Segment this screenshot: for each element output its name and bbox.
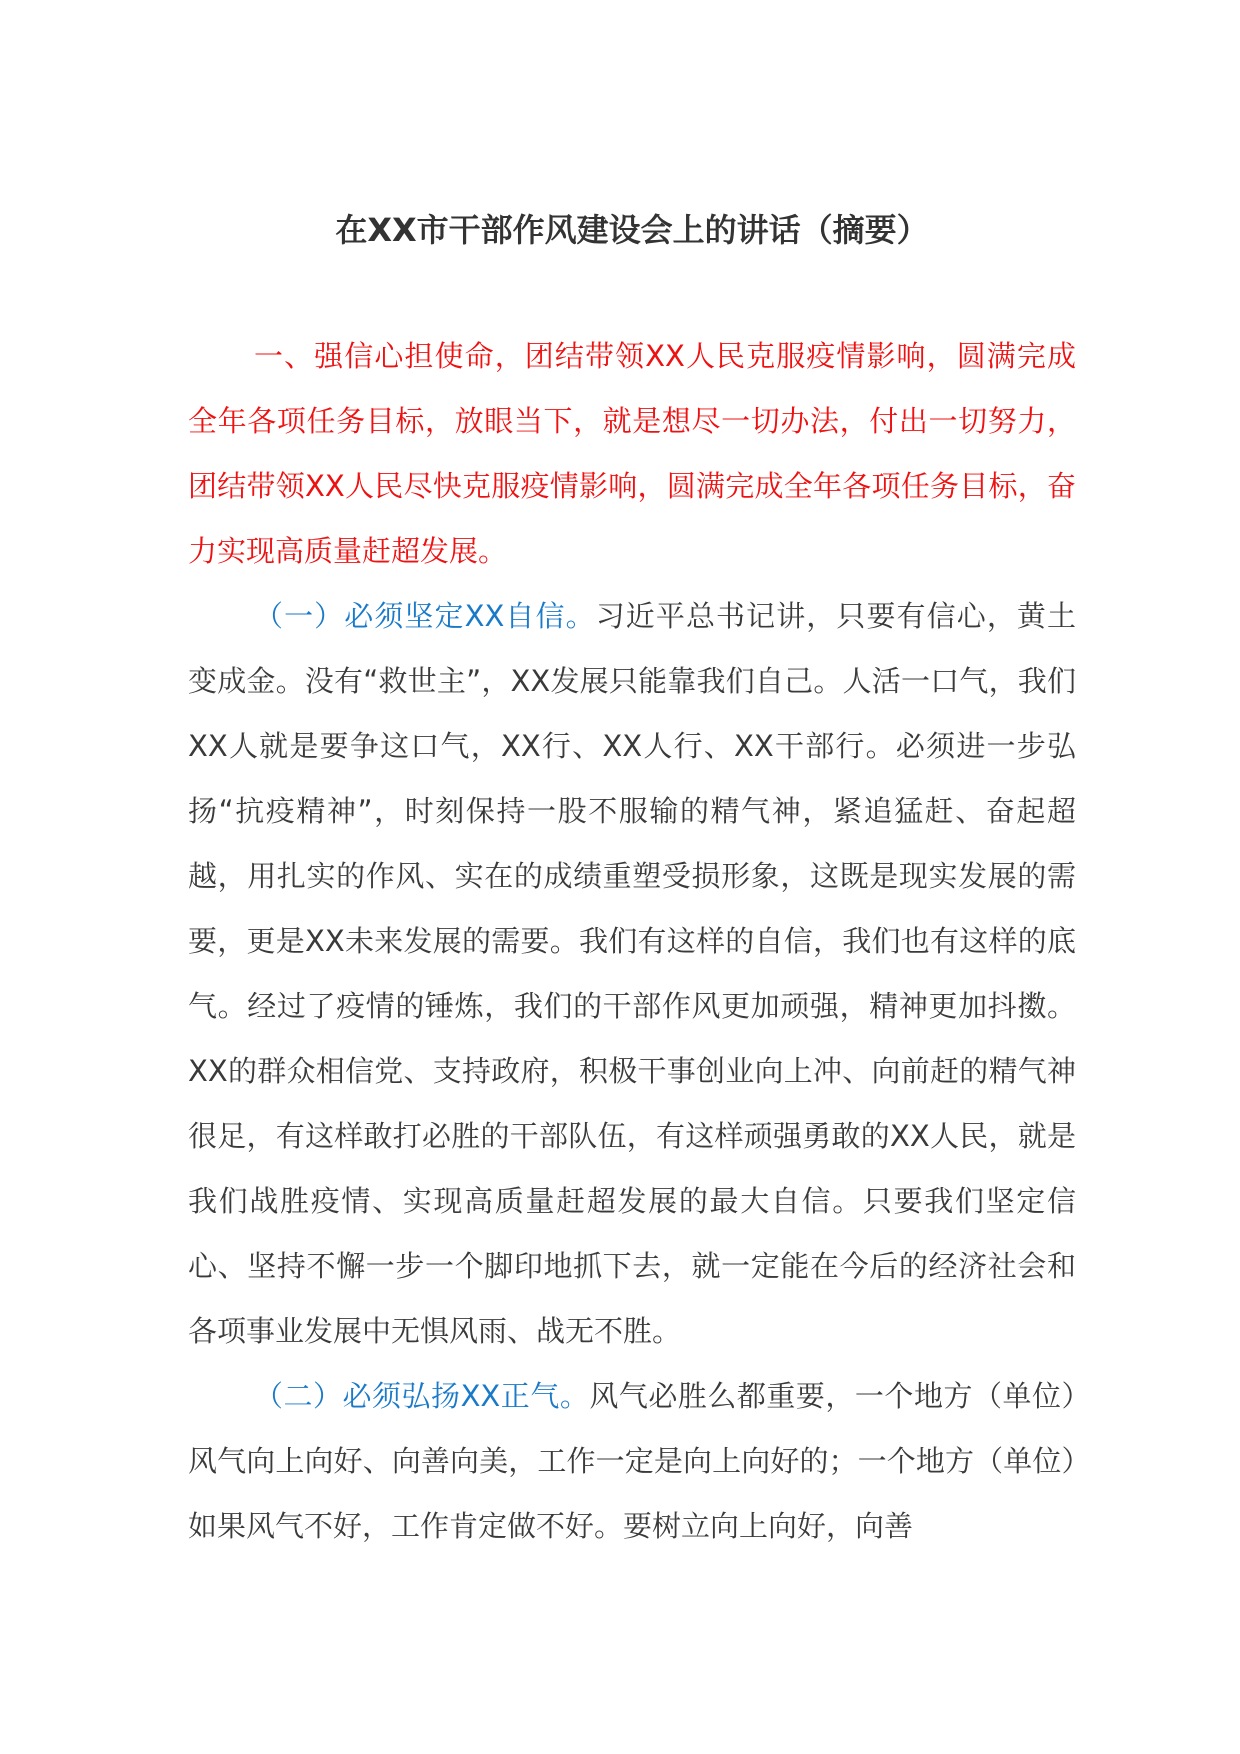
paragraph-subsection-one	[188, 584, 1076, 1364]
paragraph-subsection-two	[188, 1364, 1076, 1559]
subsection-two-heading: （二）必须弘扬XX正气。	[254, 1379, 590, 1413]
subsection-one-body: 习近平总书记讲，只要有信心，黄土变成金。没有“救世主”，XX发展只能靠我们自己。人活一口气，我们XX人就是要争这口气，XX行、XX人行、XX干部行。必须进一步弘扬“抗疫精神”，时刻保持一股不服输的精气神，紧追猛赶、奋起超越，用扎实的作风、实在的成绩重塑受损形象，这既是现实发展的需要，更是XX未来发展的需要。我们有这样的自信，我们也有这样的底气。经过了疫情的锤炼，我们的干部作风更加顽强，精神更加抖擞。XX的群众相信党、支持政府，积极干事创业向上冲、向前赶的精气神很足，有这样敢打必胜的干部队伍，有这样顽强勇敢的XX人民，就是我们战胜疫情、实现高质量赶超发展的最大自信。只要我们坚定信心、坚持不懈一步一个脚印地抓下去，就一定能在今后的经济社会和各项事业发展中无惧风雨、战无不胜。	[188, 599, 1076, 1348]
section-one-heading: 一、强信心担使命，团结带领XX人民克服疫情影响，圆满完成全年各项任务目标，放眼当下，就是想尽一切办法，付出一切努力，团结带领XX人民尽快克服疫情影响，圆满完成全年各项任务目标，奋力实现高质量赶超发展。	[188, 339, 1076, 568]
subsection-two-body: 风气必胜么都重要，一个地方（单位）风气向上向好、向善向美，工作一定是向上向好的；一个地方（单位）如果风气不好，工作肯定做不好。要树立向上向好，向善	[188, 1379, 1076, 1543]
document-title: 在XX市干部作风建设会上的讲话（摘要）	[335, 211, 929, 249]
subsection-one-heading: （一）必须坚定XX自信。	[254, 599, 596, 633]
